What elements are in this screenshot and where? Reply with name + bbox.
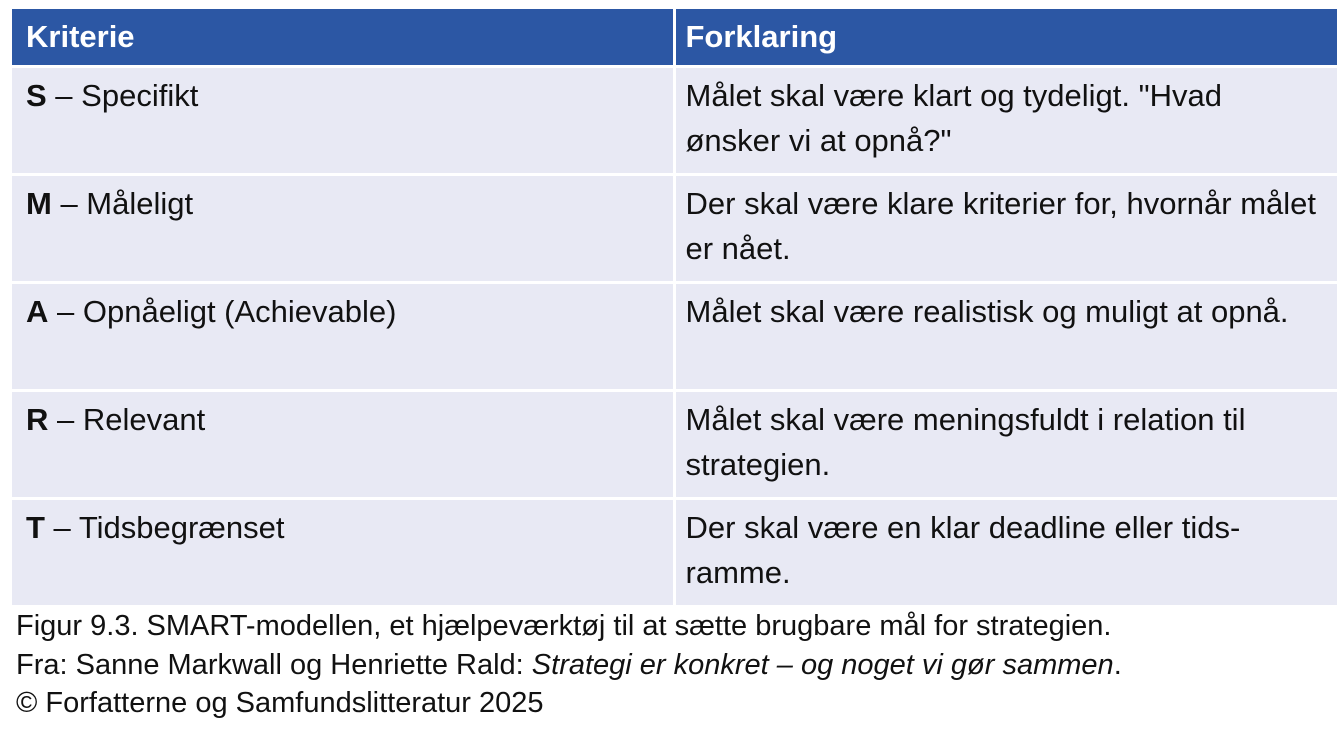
criterion-letter: A <box>26 294 49 329</box>
criterion-cell <box>12 67 674 175</box>
explanation-cell: Målet skal være klart og tydeligt. "Hvad ønsker vi at opnå?" <box>674 67 1337 175</box>
criterion-letter: M <box>26 186 52 221</box>
criterion-dash: – <box>51 186 87 221</box>
explanation-cell: Målet skal være realistisk og muligt at opnå. <box>674 283 1337 391</box>
table-row <box>12 175 1337 283</box>
caption-book-title: Strategi er konkret – og noget vi gør sammen <box>531 648 1114 681</box>
header-kriterie: Kriterie <box>12 9 674 67</box>
caption-source-prefix: Fra: Sanne Markwall og Henriette Rald: <box>16 648 532 681</box>
caption-line-1: Figur 9.3. SMART-modellen, et hjælpeværktøj til at sætte brugbare mål for strategien. <box>16 610 1112 642</box>
criterion-letter: R <box>26 402 49 437</box>
criterion-cell <box>12 499 674 606</box>
criterion-cell <box>12 391 674 499</box>
criterion-dash: – <box>48 402 83 437</box>
figure-caption <box>16 607 1326 723</box>
table-header-row <box>12 9 1337 67</box>
criterion-dash: – <box>44 510 79 545</box>
header-forklaring: Forklaring <box>674 9 1337 67</box>
smart-table <box>12 9 1337 605</box>
criterion-name: Tidsbegrænset <box>78 510 285 545</box>
table-row <box>12 391 1337 499</box>
explanation-cell: Der skal være klare kriterier for, hvornår målet er nået. <box>674 175 1337 283</box>
criterion-name: Måleligt <box>86 186 194 221</box>
criterion-cell <box>12 283 674 391</box>
explanation-cell: Målet skal være meningsfuldt i relation til strategien. <box>674 391 1337 499</box>
explanation-cell: Der skal være en klar deadline eller tids-ramme. <box>674 499 1337 606</box>
table-row <box>12 67 1337 175</box>
criterion-name: Relevant <box>82 402 206 437</box>
criterion-letter: T <box>26 510 45 545</box>
criterion-name: Specifikt <box>81 78 199 113</box>
criterion-cell <box>12 175 674 283</box>
caption-line-3: © Forfatterne og Samfundslitteratur 2025 <box>16 687 544 719</box>
table-row <box>12 283 1337 391</box>
criterion-dash: – <box>48 294 83 329</box>
caption-source-suffix: . <box>1113 648 1122 681</box>
table-row <box>12 499 1337 606</box>
criterion-name: Opnåeligt (Achievable) <box>82 294 397 329</box>
criterion-dash: – <box>46 78 82 113</box>
caption-line-2 <box>16 646 1326 685</box>
criterion-letter: S <box>26 78 47 113</box>
